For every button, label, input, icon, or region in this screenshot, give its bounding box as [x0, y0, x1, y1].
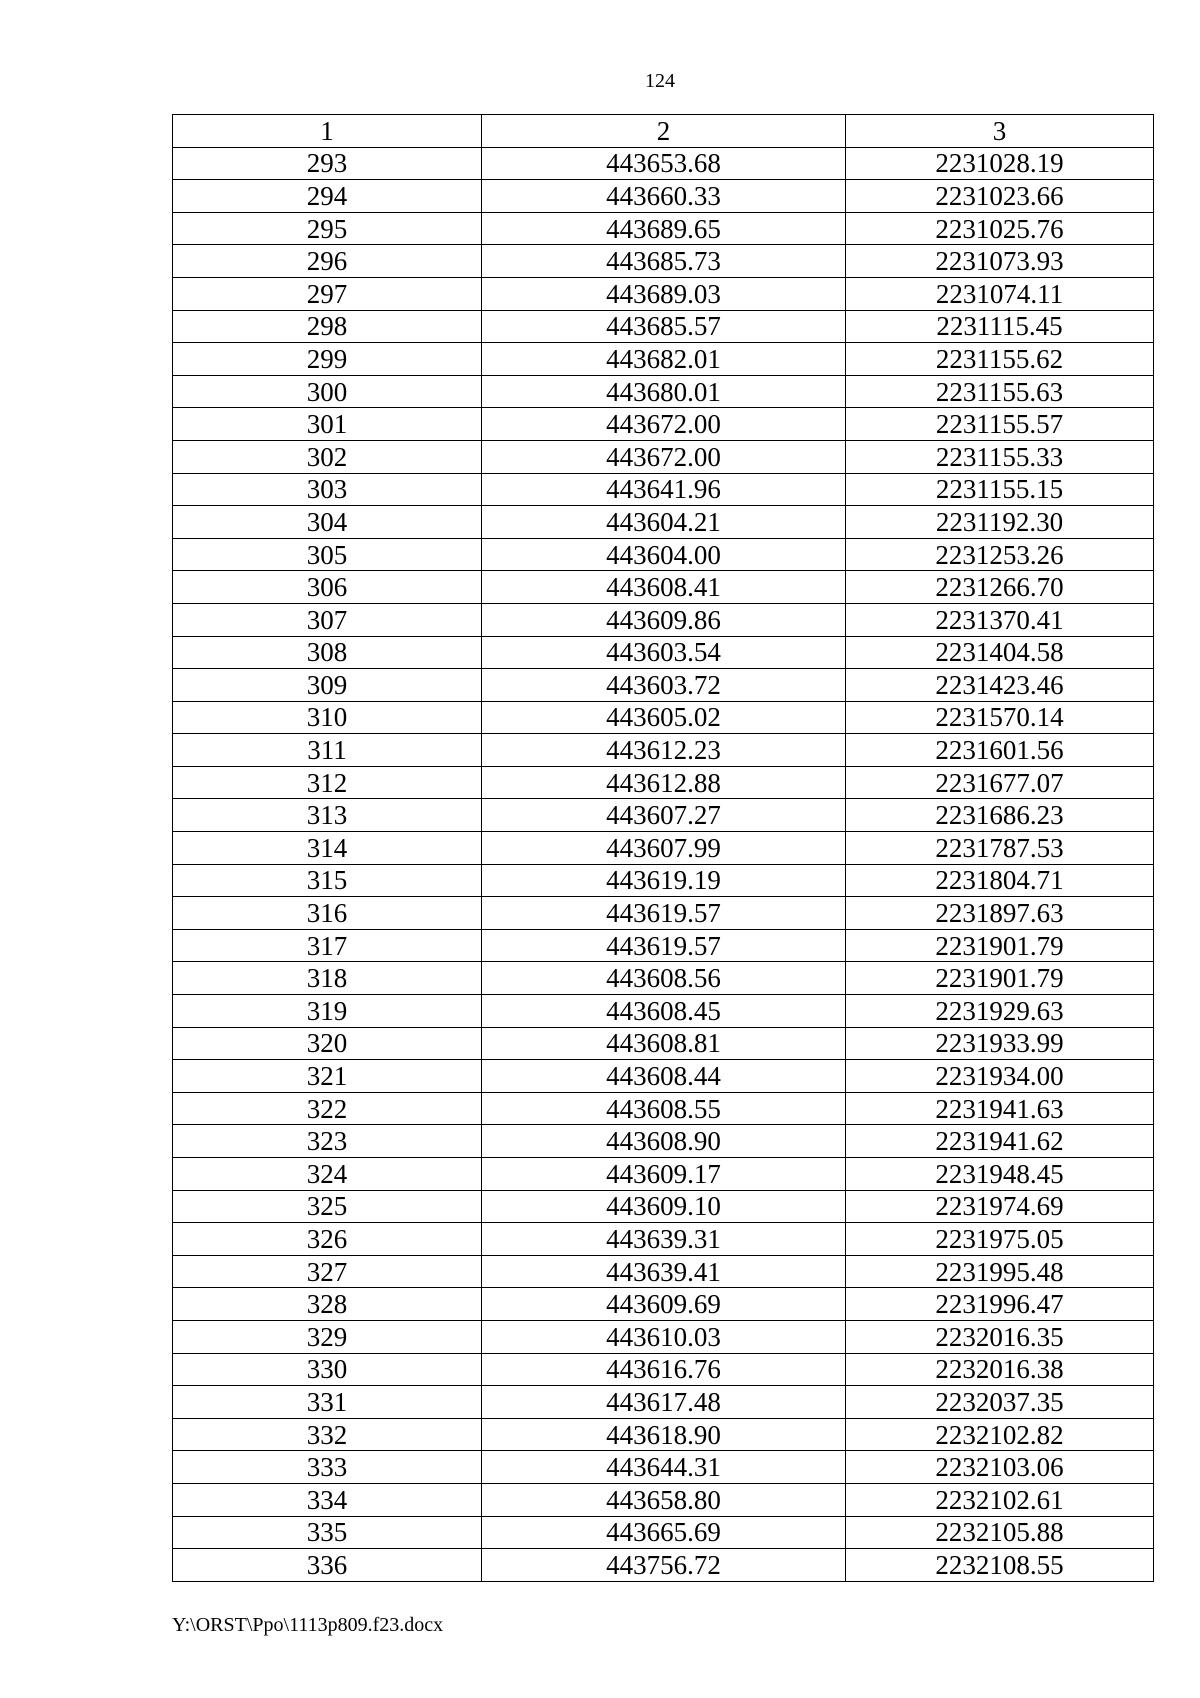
table-row: [173, 897, 1154, 930]
point-number-cell: 318: [173, 962, 482, 995]
y-coordinate-cell: 2231155.63: [846, 375, 1154, 408]
point-number-cell: 326: [173, 1223, 482, 1256]
y-coordinate-cell: 2231677.07: [846, 766, 1154, 799]
table-row: [173, 734, 1154, 767]
table-row: [173, 701, 1154, 734]
table-row: [173, 832, 1154, 865]
y-coordinate-cell: 2231897.63: [846, 897, 1154, 930]
table-body: [173, 147, 1154, 1581]
x-coordinate-cell: 443604.00: [482, 538, 846, 571]
table-header: [173, 115, 1154, 148]
x-coordinate-cell: 443609.86: [482, 603, 846, 636]
table-row: [173, 375, 1154, 408]
table-row: [173, 636, 1154, 669]
table-row: [173, 1516, 1154, 1549]
x-coordinate-cell: 443608.55: [482, 1092, 846, 1125]
y-coordinate-cell: 2232103.06: [846, 1451, 1154, 1484]
point-number-cell: 335: [173, 1516, 482, 1549]
y-coordinate-cell: 2231028.19: [846, 147, 1154, 180]
x-coordinate-cell: 443672.00: [482, 440, 846, 473]
x-coordinate-cell: 443609.17: [482, 1158, 846, 1191]
point-number-cell: 328: [173, 1288, 482, 1321]
x-coordinate-cell: 443608.81: [482, 1027, 846, 1060]
point-number-cell: 293: [173, 147, 482, 180]
y-coordinate-cell: 2231115.45: [846, 310, 1154, 343]
table-row: [173, 1386, 1154, 1419]
table-row: [173, 245, 1154, 278]
table-row: [173, 1483, 1154, 1516]
point-number-cell: 297: [173, 277, 482, 310]
table-row: [173, 603, 1154, 636]
x-coordinate-cell: 443604.21: [482, 506, 846, 539]
table-row: [173, 1223, 1154, 1256]
x-coordinate-cell: 443616.76: [482, 1353, 846, 1386]
y-coordinate-cell: 2231787.53: [846, 832, 1154, 865]
y-coordinate-cell: 2232102.82: [846, 1418, 1154, 1451]
y-coordinate-cell: 2231253.26: [846, 538, 1154, 571]
y-coordinate-cell: 2231023.66: [846, 180, 1154, 213]
x-coordinate-cell: 443672.00: [482, 408, 846, 441]
table-row: [173, 440, 1154, 473]
point-number-cell: 310: [173, 701, 482, 734]
table-row: [173, 864, 1154, 897]
y-coordinate-cell: 2231901.79: [846, 929, 1154, 962]
point-number-cell: 305: [173, 538, 482, 571]
x-coordinate-cell: 443617.48: [482, 1386, 846, 1419]
coordinates-table: [172, 114, 1154, 1582]
x-coordinate-cell: 443685.73: [482, 245, 846, 278]
y-coordinate-cell: 2231370.41: [846, 603, 1154, 636]
y-coordinate-cell: 2231601.56: [846, 734, 1154, 767]
point-number-cell: 312: [173, 766, 482, 799]
x-coordinate-cell: 443682.01: [482, 343, 846, 376]
point-number-cell: 307: [173, 603, 482, 636]
point-number-cell: 309: [173, 669, 482, 702]
point-number-cell: 334: [173, 1483, 482, 1516]
x-coordinate-cell: 443608.41: [482, 571, 846, 604]
x-coordinate-cell: 443644.31: [482, 1451, 846, 1484]
point-number-cell: 304: [173, 506, 482, 539]
table-row: [173, 571, 1154, 604]
point-number-cell: 303: [173, 473, 482, 506]
y-coordinate-cell: 2231996.47: [846, 1288, 1154, 1321]
x-coordinate-cell: 443619.19: [482, 864, 846, 897]
point-number-cell: 323: [173, 1125, 482, 1158]
table-row: [173, 1451, 1154, 1484]
point-number-cell: 294: [173, 180, 482, 213]
table-row: [173, 212, 1154, 245]
y-coordinate-cell: 2231941.63: [846, 1092, 1154, 1125]
y-coordinate-cell: 2231073.93: [846, 245, 1154, 278]
y-coordinate-cell: 2231995.48: [846, 1255, 1154, 1288]
table-row: [173, 962, 1154, 995]
point-number-cell: 325: [173, 1190, 482, 1223]
x-coordinate-cell: 443603.72: [482, 669, 846, 702]
point-number-cell: 315: [173, 864, 482, 897]
x-coordinate-cell: 443689.65: [482, 212, 846, 245]
table-row: [173, 180, 1154, 213]
x-coordinate-cell: 443658.80: [482, 1483, 846, 1516]
point-number-cell: 327: [173, 1255, 482, 1288]
x-coordinate-cell: 443608.56: [482, 962, 846, 995]
x-coordinate-cell: 443641.96: [482, 473, 846, 506]
point-number-cell: 295: [173, 212, 482, 245]
table-row: [173, 799, 1154, 832]
x-coordinate-cell: 443619.57: [482, 897, 846, 930]
table-row: [173, 929, 1154, 962]
point-number-cell: 321: [173, 1060, 482, 1093]
table-row: [173, 669, 1154, 702]
point-number-cell: 311: [173, 734, 482, 767]
x-coordinate-cell: 443612.23: [482, 734, 846, 767]
y-coordinate-cell: 2232108.55: [846, 1549, 1154, 1582]
table-row: [173, 310, 1154, 343]
table-row: [173, 408, 1154, 441]
point-number-cell: 330: [173, 1353, 482, 1386]
table-row: [173, 343, 1154, 376]
point-number-cell: 306: [173, 571, 482, 604]
y-coordinate-cell: 2231155.33: [846, 440, 1154, 473]
y-coordinate-cell: 2232105.88: [846, 1516, 1154, 1549]
y-coordinate-cell: 2231929.63: [846, 995, 1154, 1028]
y-coordinate-cell: 2231941.62: [846, 1125, 1154, 1158]
y-coordinate-cell: 2231423.46: [846, 669, 1154, 702]
y-coordinate-cell: 2232016.35: [846, 1320, 1154, 1353]
column-header-2: 2: [482, 115, 846, 148]
table-row: [173, 1060, 1154, 1093]
table-row: [173, 1549, 1154, 1582]
y-coordinate-cell: 2231404.58: [846, 636, 1154, 669]
y-coordinate-cell: 2231192.30: [846, 506, 1154, 539]
table-row: [173, 995, 1154, 1028]
point-number-cell: 300: [173, 375, 482, 408]
point-number-cell: 301: [173, 408, 482, 441]
table-row: [173, 1027, 1154, 1060]
table-row: [173, 1255, 1154, 1288]
point-number-cell: 332: [173, 1418, 482, 1451]
x-coordinate-cell: 443639.31: [482, 1223, 846, 1256]
point-number-cell: 296: [173, 245, 482, 278]
x-coordinate-cell: 443653.68: [482, 147, 846, 180]
point-number-cell: 331: [173, 1386, 482, 1419]
header-row: [173, 115, 1154, 148]
table-row: [173, 1125, 1154, 1158]
footer-file-path: Y:\ORST\Ppo\1113p809.f23.docx: [172, 1614, 444, 1636]
point-number-cell: 299: [173, 343, 482, 376]
y-coordinate-cell: 2231901.79: [846, 962, 1154, 995]
table-row: [173, 1353, 1154, 1386]
y-coordinate-cell: 2231570.14: [846, 701, 1154, 734]
x-coordinate-cell: 443685.57: [482, 310, 846, 343]
y-coordinate-cell: 2231155.15: [846, 473, 1154, 506]
x-coordinate-cell: 443619.57: [482, 929, 846, 962]
y-coordinate-cell: 2231933.99: [846, 1027, 1154, 1060]
column-header-1: 1: [173, 115, 482, 148]
table-row: [173, 1190, 1154, 1223]
point-number-cell: 302: [173, 440, 482, 473]
point-number-cell: 320: [173, 1027, 482, 1060]
table-row: [173, 473, 1154, 506]
table-row: [173, 1418, 1154, 1451]
point-number-cell: 314: [173, 832, 482, 865]
x-coordinate-cell: 443680.01: [482, 375, 846, 408]
x-coordinate-cell: 443605.02: [482, 701, 846, 734]
point-number-cell: 298: [173, 310, 482, 343]
y-coordinate-cell: 2231948.45: [846, 1158, 1154, 1191]
point-number-cell: 329: [173, 1320, 482, 1353]
point-number-cell: 336: [173, 1549, 482, 1582]
column-header-3: 3: [846, 115, 1154, 148]
x-coordinate-cell: 443618.90: [482, 1418, 846, 1451]
point-number-cell: 333: [173, 1451, 482, 1484]
x-coordinate-cell: 443609.69: [482, 1288, 846, 1321]
y-coordinate-cell: 2231025.76: [846, 212, 1154, 245]
x-coordinate-cell: 443608.45: [482, 995, 846, 1028]
y-coordinate-cell: 2231934.00: [846, 1060, 1154, 1093]
x-coordinate-cell: 443607.27: [482, 799, 846, 832]
point-number-cell: 317: [173, 929, 482, 962]
page-number: 124: [645, 70, 675, 92]
table-row: [173, 1288, 1154, 1321]
y-coordinate-cell: 2232037.35: [846, 1386, 1154, 1419]
point-number-cell: 316: [173, 897, 482, 930]
x-coordinate-cell: 443603.54: [482, 636, 846, 669]
point-number-cell: 308: [173, 636, 482, 669]
x-coordinate-cell: 443639.41: [482, 1255, 846, 1288]
table-row: [173, 1320, 1154, 1353]
y-coordinate-cell: 2231804.71: [846, 864, 1154, 897]
table-row: [173, 538, 1154, 571]
y-coordinate-cell: 2232016.38: [846, 1353, 1154, 1386]
x-coordinate-cell: 443612.88: [482, 766, 846, 799]
x-coordinate-cell: 443689.03: [482, 277, 846, 310]
y-coordinate-cell: 2232102.61: [846, 1483, 1154, 1516]
x-coordinate-cell: 443610.03: [482, 1320, 846, 1353]
point-number-cell: 322: [173, 1092, 482, 1125]
table-row: [173, 1158, 1154, 1191]
y-coordinate-cell: 2231974.69: [846, 1190, 1154, 1223]
table-row: [173, 506, 1154, 539]
point-number-cell: 319: [173, 995, 482, 1028]
y-coordinate-cell: 2231975.05: [846, 1223, 1154, 1256]
point-number-cell: 324: [173, 1158, 482, 1191]
table-row: [173, 147, 1154, 180]
x-coordinate-cell: 443608.44: [482, 1060, 846, 1093]
x-coordinate-cell: 443609.10: [482, 1190, 846, 1223]
table-row: [173, 1092, 1154, 1125]
x-coordinate-cell: 443665.69: [482, 1516, 846, 1549]
point-number-cell: 313: [173, 799, 482, 832]
x-coordinate-cell: 443660.33: [482, 180, 846, 213]
table-row: [173, 766, 1154, 799]
y-coordinate-cell: 2231155.57: [846, 408, 1154, 441]
y-coordinate-cell: 2231266.70: [846, 571, 1154, 604]
y-coordinate-cell: 2231074.11: [846, 277, 1154, 310]
x-coordinate-cell: 443756.72: [482, 1549, 846, 1582]
y-coordinate-cell: 2231155.62: [846, 343, 1154, 376]
y-coordinate-cell: 2231686.23: [846, 799, 1154, 832]
x-coordinate-cell: 443607.99: [482, 832, 846, 865]
x-coordinate-cell: 443608.90: [482, 1125, 846, 1158]
table-row: [173, 277, 1154, 310]
